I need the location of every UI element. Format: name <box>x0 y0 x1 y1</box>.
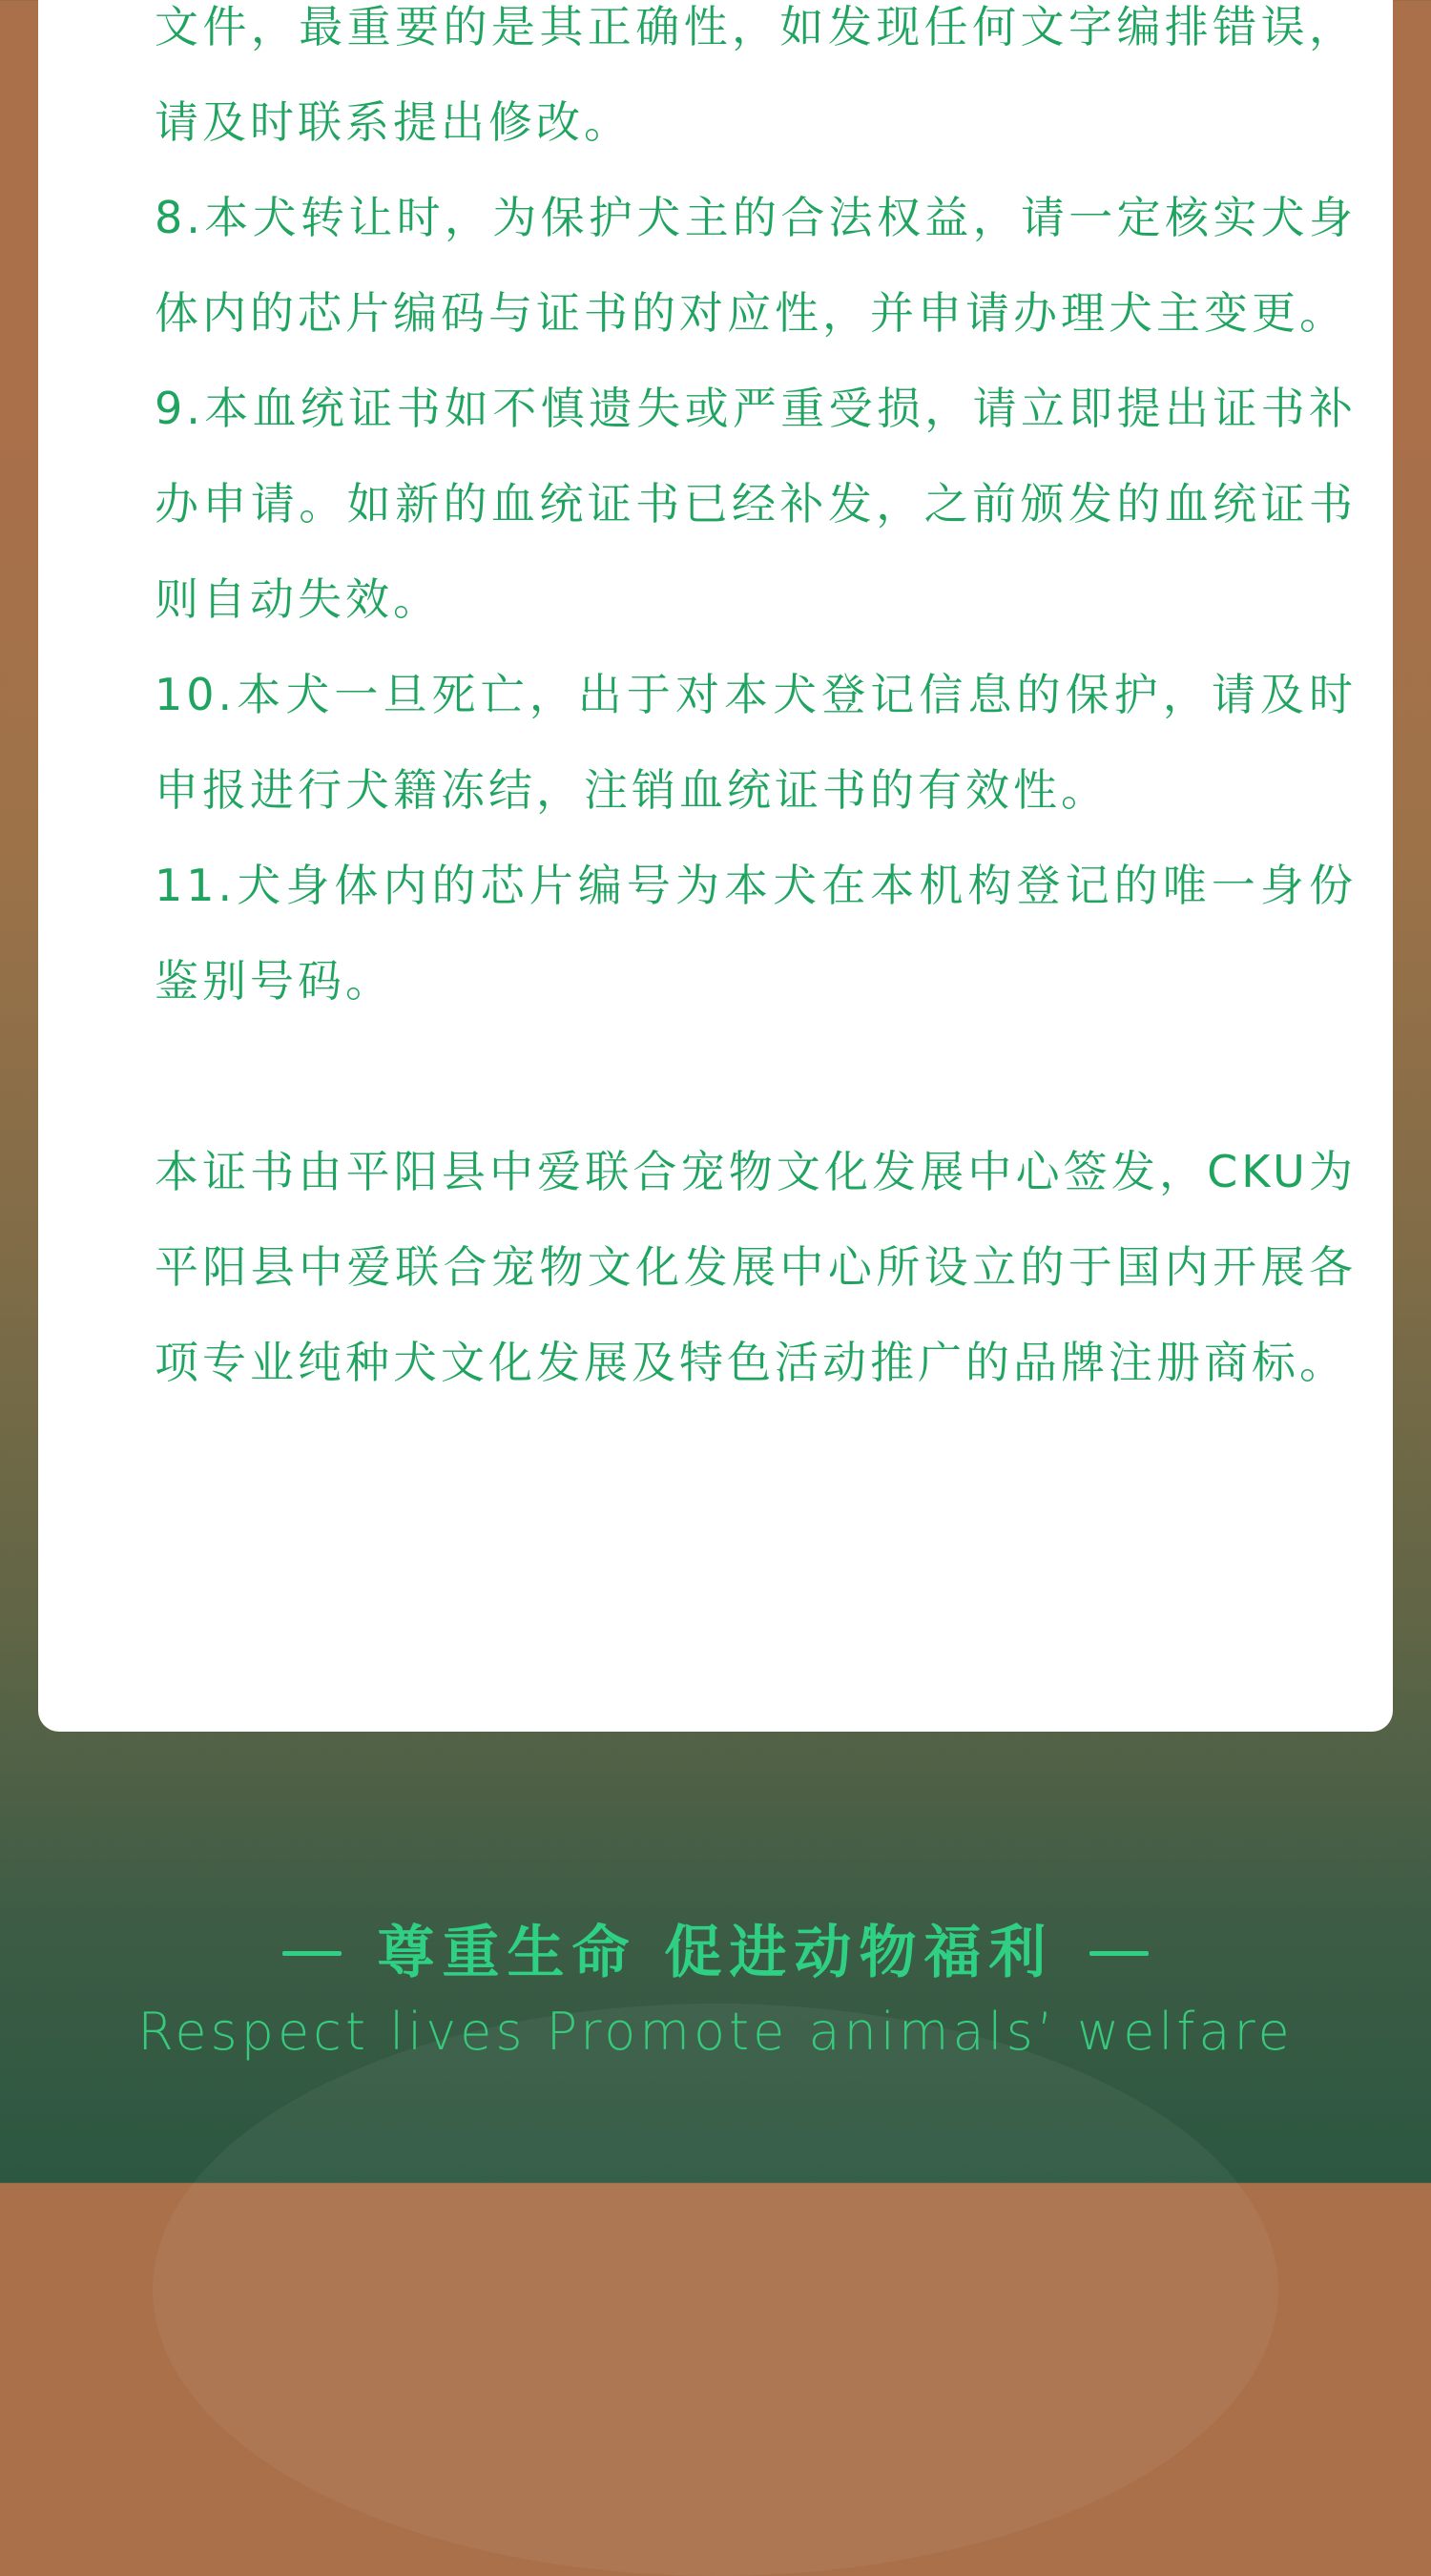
notice-item-10: 10.本犬一旦死亡，出于对本犬登记信息的保护，请及时申报进行犬籍冻结，注销血统证书的有效性。 <box>155 669 1357 816</box>
footer <box>0 1870 1431 2183</box>
decorative-hill <box>153 2004 1278 2576</box>
paragraph-spacer <box>155 1028 1357 1124</box>
notice-card <box>38 0 1393 1732</box>
notice-item-11: 11.犬身体内的芯片编号为本犬在本机构登记的唯一身份鉴别号码。 <box>155 860 1357 1007</box>
right-dash-divider <box>1089 1951 1149 1956</box>
slogan-chinese: 尊重生命 促进动物福利 <box>377 1920 1054 1986</box>
left-dash-divider <box>282 1951 342 1956</box>
slogan-row <box>0 1920 1431 1986</box>
notice-paragraph-7-continued: 文件，最重要的是其正确性，如发现任何文字编排错误，请及时联系提出修改。 <box>155 1 1357 148</box>
slogan-english: Respect lives Promote animals’ welfare <box>137 2002 1294 2062</box>
notice-text-block <box>155 0 1357 1410</box>
issuer-statement: 本证书由平阳县中爱联合宠物文化发展中心签发，CKU为平阳县中爱联合宠物文化发展中心所设立的于国内开展各项专业纯种犬文化发展及特色活动推广的品牌注册商标。 <box>155 1146 1357 1388</box>
notice-item-9: 9.本血统证书如不慎遗失或严重受损，请立即提出证书补办申请。如新的血统证书已经补发，之前颁发的血统证书则自动失效。 <box>155 383 1357 625</box>
notice-item-8: 8.本犬转让时，为保护犬主的合法权益，请一定核实犬身体内的芯片编码与证书的对应性，并申请办理犬主变更。 <box>155 192 1357 339</box>
